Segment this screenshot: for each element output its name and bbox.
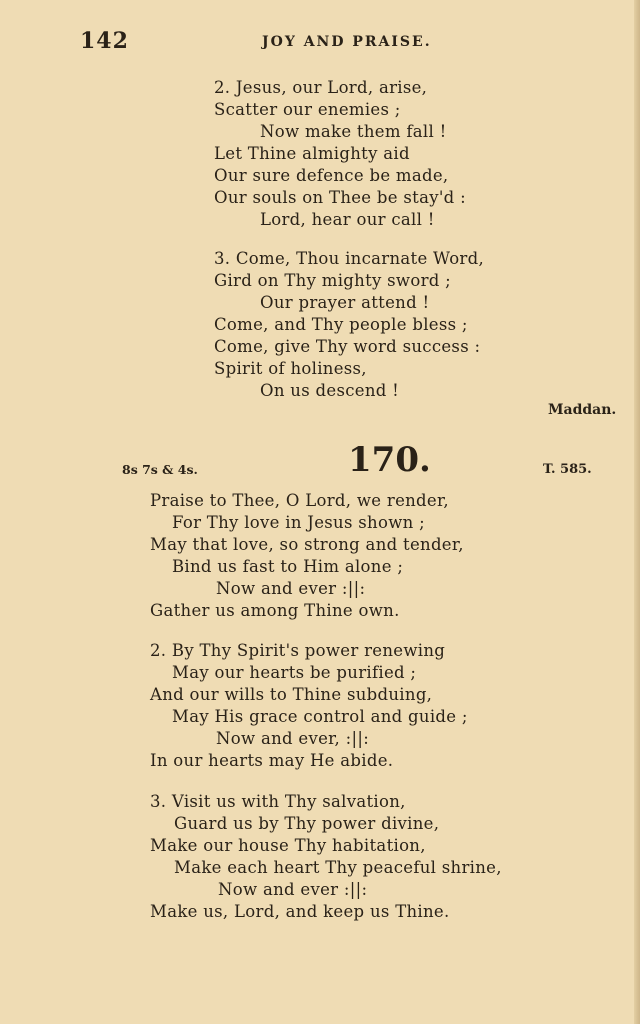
verse-line: May our hearts be purified ;: [172, 663, 417, 682]
verse-line: 2. Jesus, our Lord, arise,: [214, 78, 428, 97]
verse-line: 3. Come, Thou incarnate Word,: [214, 249, 485, 268]
verse-line: On us descend !: [260, 381, 400, 400]
meter-label: 8s 7s & 4s.: [122, 462, 198, 477]
tune-reference: T. 585.: [543, 462, 592, 477]
verse-line: And our wills to Thine subduing,: [150, 685, 433, 704]
running-title: JOY AND PRAISE.: [262, 34, 432, 50]
verse-line: Scatter our enemies ;: [214, 100, 401, 119]
verse-line: 2. By Thy Spirit's power renewing: [150, 641, 446, 660]
verse-line: May that love, so strong and tender,: [150, 535, 464, 554]
author-attribution: Maddan.: [548, 402, 617, 418]
verse-line: Lord, hear our call !: [260, 210, 435, 229]
verse-line: Gather us among Thine own.: [150, 601, 400, 620]
verse-line: Come, give Thy word success :: [214, 337, 481, 356]
page-number: 142: [80, 28, 129, 54]
verse-line: For Thy love in Jesus shown ;: [172, 513, 425, 532]
verse-line: Come, and Thy people bless ;: [214, 315, 468, 334]
verse-line: Spirit of holiness,: [214, 359, 367, 378]
verse-line: Now and ever :||:: [218, 880, 368, 899]
verse-line: Gird on Thy mighty sword ;: [214, 271, 452, 290]
verse-line: Let Thine almighty aid: [214, 144, 410, 163]
verse-line: Our prayer attend !: [260, 293, 430, 312]
verse-line: May His grace control and guide ;: [172, 707, 468, 726]
verse-line: 3. Visit us with Thy salvation,: [150, 792, 406, 811]
verse-line: Guard us by Thy power divine,: [174, 814, 440, 833]
verse-line: Now and ever, :||:: [216, 729, 370, 748]
verse-line: In our hearts may He abide.: [150, 751, 394, 770]
verse-line: Now make them fall !: [260, 122, 447, 141]
hymn-number: 170.: [348, 440, 431, 480]
verse-line: Our souls on Thee be stay'd :: [214, 188, 466, 207]
page-edge: [634, 0, 640, 1024]
verse-line: Our sure defence be made,: [214, 166, 449, 185]
verse-line: Now and ever :||:: [216, 579, 366, 598]
verse-line: Bind us fast to Him alone ;: [172, 557, 404, 576]
verse-line: Make us, Lord, and keep us Thine.: [150, 902, 450, 921]
verse-line: Make our house Thy habitation,: [150, 836, 426, 855]
verse-line: Praise to Thee, O Lord, we render,: [150, 491, 449, 510]
verse-line: Make each heart Thy peaceful shrine,: [174, 858, 502, 877]
